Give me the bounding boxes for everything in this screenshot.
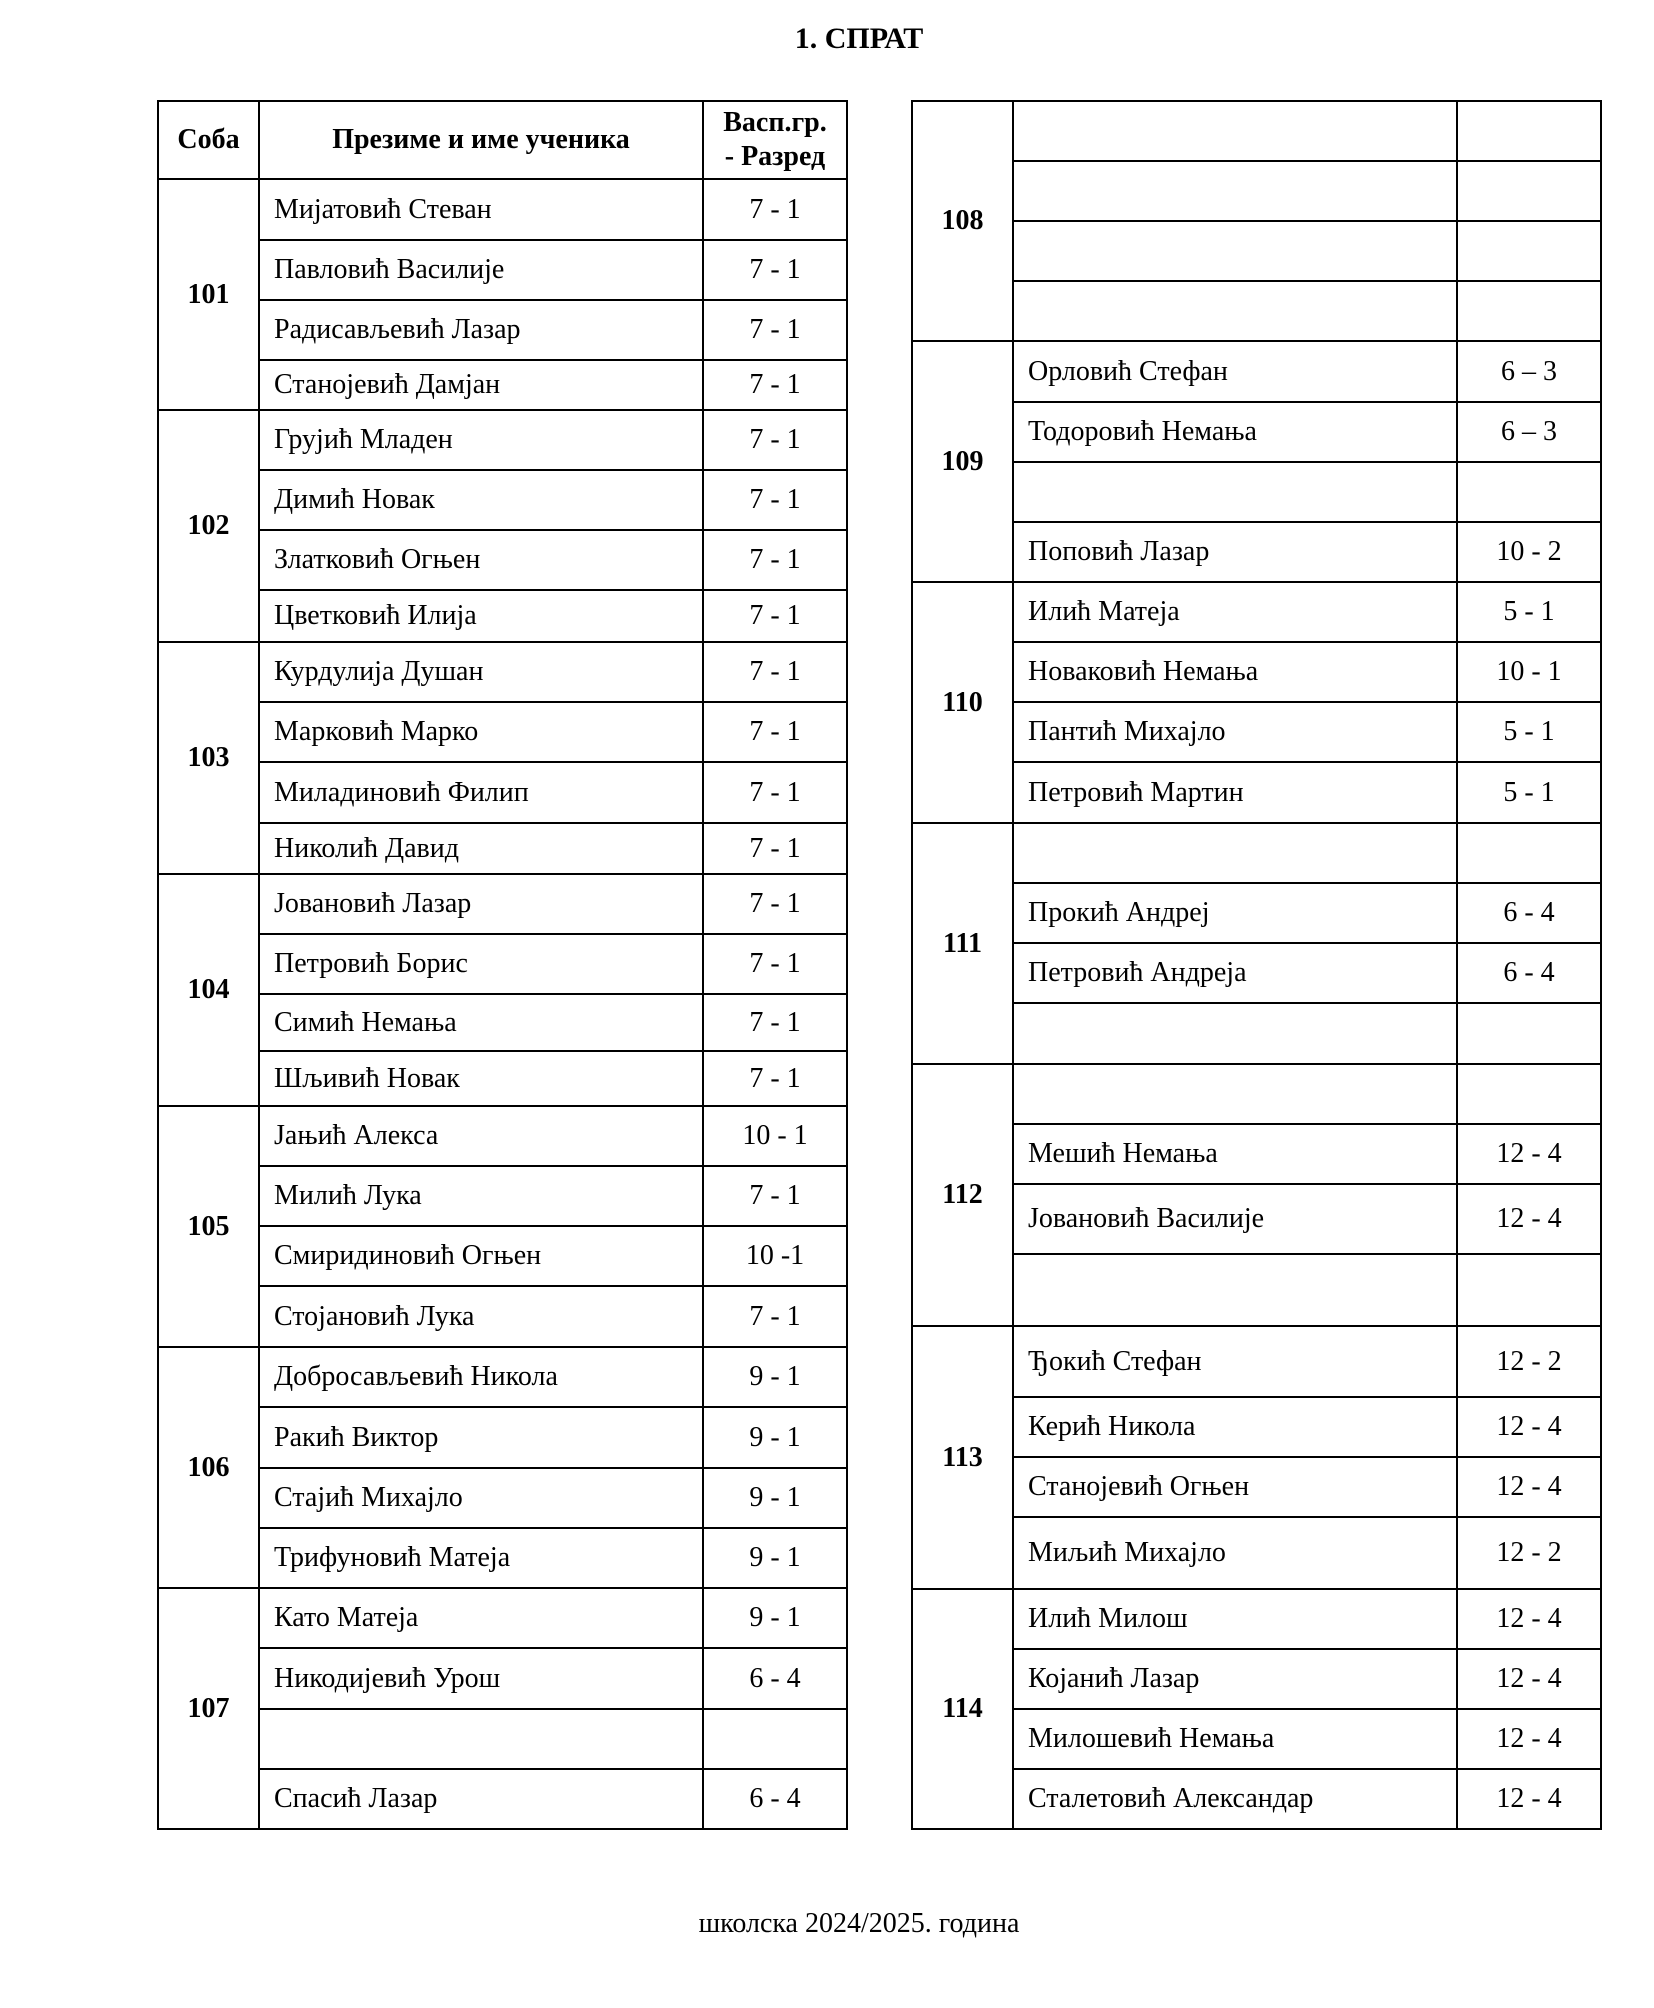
student-row — [912, 1064, 1601, 1124]
student-row — [912, 883, 1601, 943]
room-number: 114 — [912, 1589, 1013, 1829]
student-grade: 7 - 1 — [703, 240, 847, 300]
student-name: Петровић Мартин — [1013, 762, 1457, 823]
student-row — [158, 1226, 847, 1286]
student-grade: 7 - 1 — [703, 823, 847, 874]
student-name: Сталетовић Александар — [1013, 1769, 1457, 1829]
room-number: 103 — [158, 642, 259, 874]
student-row — [158, 702, 847, 762]
student-row — [912, 1003, 1601, 1064]
room-number: 113 — [912, 1326, 1013, 1589]
student-grade — [1457, 161, 1601, 221]
student-name: Като Матеја — [259, 1588, 703, 1648]
student-name — [1013, 221, 1457, 281]
student-grade: 7 - 1 — [703, 360, 847, 410]
student-grade: 5 - 1 — [1457, 702, 1601, 762]
student-name — [1013, 281, 1457, 341]
student-grade: 6 - 4 — [703, 1769, 847, 1829]
student-row — [158, 1166, 847, 1226]
student-grade — [1457, 281, 1601, 341]
room-number: 109 — [912, 341, 1013, 582]
student-grade: 7 - 1 — [703, 702, 847, 762]
student-name: Орловић Стефан — [1013, 341, 1457, 402]
student-name: Павловић Василије — [259, 240, 703, 300]
student-grade: 9 - 1 — [703, 1468, 847, 1528]
room-number: 110 — [912, 582, 1013, 823]
student-row — [912, 402, 1601, 462]
student-grade: 12 - 2 — [1457, 1326, 1601, 1397]
table-header-row — [158, 101, 847, 179]
student-name: Прокић Андреј — [1013, 883, 1457, 943]
student-name: Курдулија Душан — [259, 642, 703, 702]
room-number: 111 — [912, 823, 1013, 1064]
student-grade: 7 - 1 — [703, 300, 847, 360]
student-name: Мешић Немања — [1013, 1124, 1457, 1184]
student-grade: 12 - 4 — [1457, 1709, 1601, 1769]
student-name: Радисављевић Лазар — [259, 300, 703, 360]
student-name: Миљић Михајло — [1013, 1517, 1457, 1589]
student-grade: 7 - 1 — [703, 874, 847, 934]
student-row — [158, 1347, 847, 1407]
student-row — [158, 823, 847, 874]
page-title: 1. СПРАТ — [794, 22, 924, 55]
student-row — [912, 221, 1601, 281]
student-row — [912, 762, 1601, 823]
student-grade — [1457, 1064, 1601, 1124]
student-grade: 5 - 1 — [1457, 762, 1601, 823]
student-grade: 10 - 1 — [1457, 642, 1601, 702]
student-row — [158, 590, 847, 642]
student-row — [158, 1286, 847, 1347]
student-grade: 6 - 4 — [703, 1648, 847, 1709]
student-row — [158, 530, 847, 590]
room-number: 102 — [158, 410, 259, 642]
student-name — [1013, 1254, 1457, 1326]
student-row — [912, 1709, 1601, 1769]
student-name: Златковић Огњен — [259, 530, 703, 590]
student-row — [158, 642, 847, 702]
student-grade: 7 - 1 — [703, 934, 847, 994]
student-row — [912, 1326, 1601, 1397]
student-grade: 12 - 4 — [1457, 1124, 1601, 1184]
student-name: Спасић Лазар — [259, 1769, 703, 1829]
student-name: Илић Милош — [1013, 1589, 1457, 1649]
school-year-footer: школска 2024/2025. година — [698, 1908, 1020, 1939]
student-name — [1013, 823, 1457, 883]
student-grade: 6 – 3 — [1457, 341, 1601, 402]
student-name — [1013, 462, 1457, 522]
student-row — [912, 341, 1601, 402]
room-number: 104 — [158, 874, 259, 1106]
student-name: Смиридиновић Огњен — [259, 1226, 703, 1286]
student-grade: 9 - 1 — [703, 1407, 847, 1468]
student-name: Димић Новак — [259, 470, 703, 530]
student-row — [912, 1254, 1601, 1326]
room-number: 107 — [158, 1588, 259, 1829]
student-grade: 6 – 3 — [1457, 402, 1601, 462]
student-row — [912, 1457, 1601, 1517]
student-grade — [1457, 1003, 1601, 1064]
student-name: Никодијевић Урош — [259, 1648, 703, 1709]
student-grade: 12 - 2 — [1457, 1517, 1601, 1589]
student-row — [912, 1769, 1601, 1829]
student-row — [158, 762, 847, 823]
student-name: Шљивић Новак — [259, 1051, 703, 1106]
student-name — [1013, 1003, 1457, 1064]
student-row — [912, 1589, 1601, 1649]
student-grade: 7 - 1 — [703, 762, 847, 823]
student-name: Јовановић Лазар — [259, 874, 703, 934]
student-row — [912, 1397, 1601, 1457]
student-grade: 12 - 4 — [1457, 1397, 1601, 1457]
student-row — [912, 582, 1601, 642]
room-number: 105 — [158, 1106, 259, 1347]
student-name: Миладиновић Филип — [259, 762, 703, 823]
student-name: Станојевић Огњен — [1013, 1457, 1457, 1517]
student-grade: 10 -1 — [703, 1226, 847, 1286]
student-name: Стајић Михајло — [259, 1468, 703, 1528]
student-grade: 10 - 2 — [1457, 522, 1601, 582]
student-name — [259, 1709, 703, 1769]
student-grade: 5 - 1 — [1457, 582, 1601, 642]
student-grade: 12 - 4 — [1457, 1649, 1601, 1709]
student-row — [158, 1106, 847, 1166]
student-grade: 12 - 4 — [1457, 1184, 1601, 1254]
student-row — [158, 1648, 847, 1709]
student-row — [158, 934, 847, 994]
student-name: Грујић Младен — [259, 410, 703, 470]
student-name: Пантић Михајло — [1013, 702, 1457, 762]
student-row — [912, 642, 1601, 702]
student-row — [158, 874, 847, 934]
student-row — [158, 410, 847, 470]
student-name — [1013, 161, 1457, 221]
student-name: Петровић Андреја — [1013, 943, 1457, 1003]
student-row — [158, 360, 847, 410]
student-row — [158, 994, 847, 1051]
student-row — [158, 179, 847, 240]
room-number: 112 — [912, 1064, 1013, 1326]
rooms-table-right — [911, 100, 1602, 1830]
student-row — [158, 1769, 847, 1829]
student-grade: 7 - 1 — [703, 1286, 847, 1347]
student-name: Стојановић Лука — [259, 1286, 703, 1347]
student-name: Ракић Виктор — [259, 1407, 703, 1468]
student-name: Мијатовић Стеван — [259, 179, 703, 240]
student-row — [912, 101, 1601, 161]
grade-column-header: Васп.гр. - Разред — [703, 101, 847, 179]
student-row — [158, 1051, 847, 1106]
student-grade: 7 - 1 — [703, 179, 847, 240]
student-grade: 7 - 1 — [703, 470, 847, 530]
student-grade: 7 - 1 — [703, 1166, 847, 1226]
student-name: Тодоровић Немања — [1013, 402, 1457, 462]
student-grade: 9 - 1 — [703, 1528, 847, 1588]
student-name: Којанић Лазар — [1013, 1649, 1457, 1709]
student-row — [912, 281, 1601, 341]
room-number: 108 — [912, 101, 1013, 341]
student-name: Новаковић Немања — [1013, 642, 1457, 702]
student-grade: 12 - 4 — [1457, 1457, 1601, 1517]
student-grade — [1457, 823, 1601, 883]
student-grade: 7 - 1 — [703, 590, 847, 642]
student-name — [1013, 1064, 1457, 1124]
student-grade: 7 - 1 — [703, 994, 847, 1051]
student-grade: 9 - 1 — [703, 1347, 847, 1407]
student-name: Станојевић Дамјан — [259, 360, 703, 410]
student-row — [912, 1649, 1601, 1709]
student-name: Симић Немања — [259, 994, 703, 1051]
student-row — [158, 470, 847, 530]
student-row — [912, 161, 1601, 221]
student-name: Милошевић Немања — [1013, 1709, 1457, 1769]
student-row — [158, 1468, 847, 1528]
student-row — [912, 1124, 1601, 1184]
student-name: Трифуновић Матеја — [259, 1528, 703, 1588]
student-name: Поповић Лазар — [1013, 522, 1457, 582]
student-row — [912, 823, 1601, 883]
student-grade: 10 - 1 — [703, 1106, 847, 1166]
student-grade: 7 - 1 — [703, 410, 847, 470]
student-row — [158, 1407, 847, 1468]
student-row — [912, 943, 1601, 1003]
student-name: Цветковић Илија — [259, 590, 703, 642]
student-row — [912, 702, 1601, 762]
student-grade: 12 - 4 — [1457, 1769, 1601, 1829]
student-grade: 7 - 1 — [703, 1051, 847, 1106]
student-grade: 6 - 4 — [1457, 943, 1601, 1003]
student-row — [912, 522, 1601, 582]
student-name: Илић Матеја — [1013, 582, 1457, 642]
student-name: Ђокић Стефан — [1013, 1326, 1457, 1397]
student-name: Јовановић Василије — [1013, 1184, 1457, 1254]
student-grade: 9 - 1 — [703, 1588, 847, 1648]
student-row — [912, 1184, 1601, 1254]
student-row — [912, 462, 1601, 522]
room-number: 106 — [158, 1347, 259, 1588]
student-row — [158, 1588, 847, 1648]
student-grade — [1457, 462, 1601, 522]
room-column-header: Соба — [158, 101, 259, 179]
student-grade — [703, 1709, 847, 1769]
student-row — [158, 240, 847, 300]
student-name: Јањић Алекса — [259, 1106, 703, 1166]
student-row — [158, 1709, 847, 1769]
student-name: Марковић Марко — [259, 702, 703, 762]
student-name: Николић Давид — [259, 823, 703, 874]
student-grade: 12 - 4 — [1457, 1589, 1601, 1649]
name-column-header: Презиме и име ученика — [259, 101, 703, 179]
student-name: Петровић Борис — [259, 934, 703, 994]
student-grade: 7 - 1 — [703, 642, 847, 702]
student-name — [1013, 101, 1457, 161]
student-name: Добросављевић Никола — [259, 1347, 703, 1407]
student-grade — [1457, 101, 1601, 161]
student-row — [912, 1517, 1601, 1589]
rooms-table-left — [157, 100, 848, 1830]
student-row — [158, 1528, 847, 1588]
room-number: 101 — [158, 179, 259, 410]
student-grade — [1457, 221, 1601, 281]
student-row — [158, 300, 847, 360]
student-name: Милић Лука — [259, 1166, 703, 1226]
student-grade: 6 - 4 — [1457, 883, 1601, 943]
student-name: Керић Никола — [1013, 1397, 1457, 1457]
student-grade: 7 - 1 — [703, 530, 847, 590]
student-grade — [1457, 1254, 1601, 1326]
